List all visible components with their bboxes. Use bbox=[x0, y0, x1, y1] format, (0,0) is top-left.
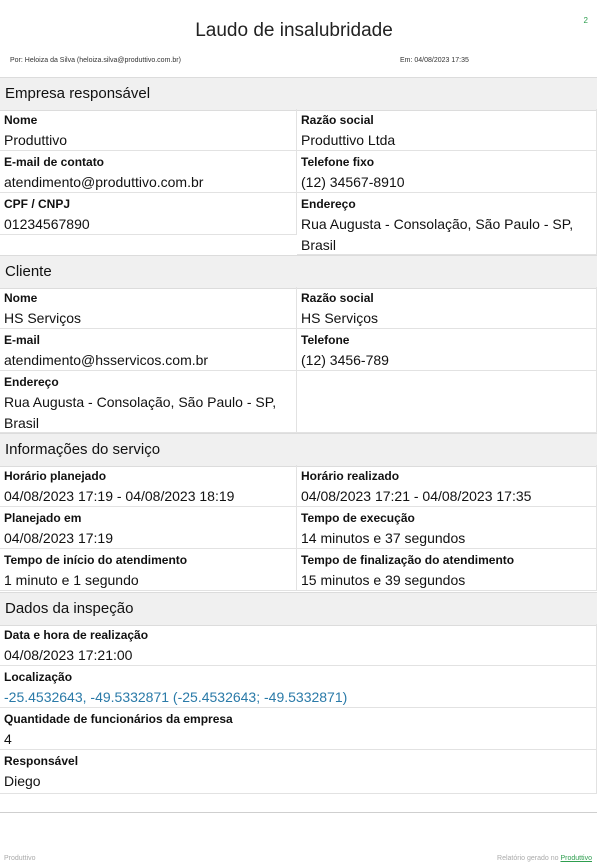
servico-planejado-em-cell bbox=[0, 507, 297, 549]
section-inspecao bbox=[0, 592, 597, 626]
cliente-razao-label: Razão social bbox=[301, 291, 374, 305]
servico-planejado-value: 04/08/2023 17:19 - 04/08/2023 18:19 bbox=[4, 488, 235, 504]
cliente-telefone-label: Telefone bbox=[301, 333, 350, 347]
servico-planejado-cell bbox=[0, 465, 297, 507]
inspecao-data-value: 04/08/2023 17:21:00 bbox=[4, 647, 133, 663]
cliente-email-label: E-mail bbox=[4, 333, 41, 347]
servico-planejado-label: Horário planejado bbox=[4, 469, 107, 483]
cliente-telefone-cell bbox=[297, 329, 597, 371]
servico-finalizacao-label: Tempo de finalização do atendimento bbox=[301, 553, 515, 567]
empresa-endereco-value: Rua Augusta - Consolação, São Paulo - SP, Brasil bbox=[301, 216, 574, 253]
section-cliente bbox=[0, 255, 597, 289]
servico-finalizacao-cell bbox=[297, 549, 597, 591]
servico-realizado-cell bbox=[297, 465, 597, 507]
empresa-email-value: atendimento@produttivo.com.br bbox=[4, 174, 204, 190]
cliente-razao-cell bbox=[297, 287, 597, 329]
cliente-nome-cell bbox=[0, 287, 297, 329]
servico-execucao-label: Tempo de execução bbox=[301, 511, 415, 525]
cliente-razao-value: HS Serviços bbox=[301, 310, 379, 326]
inspecao-resp-label: Responsável bbox=[4, 754, 79, 768]
page-number: 2 bbox=[583, 16, 588, 25]
servico-inicio-cell bbox=[0, 549, 297, 591]
servico-planejado-em-label: Planejado em bbox=[4, 511, 82, 525]
empresa-nome-label: Nome bbox=[4, 113, 38, 127]
servico-planejado-em-value: 04/08/2023 17:19 bbox=[4, 530, 113, 546]
section-empresa-title: Empresa responsável bbox=[5, 85, 151, 102]
cliente-telefone-value: (12) 3456-789 bbox=[301, 352, 389, 368]
report-title: Laudo de insalubridade bbox=[195, 20, 393, 41]
servico-realizado-value: 04/08/2023 17:21 - 04/08/2023 17:35 bbox=[301, 488, 532, 504]
report-author: Por: Heloiza da Silva (heloiza.silva@produttivo.com.br) bbox=[10, 57, 181, 64]
footer-generated bbox=[497, 855, 592, 862]
cliente-nome-value: HS Serviços bbox=[4, 310, 82, 326]
footer-produttivo-link[interactable]: Produttivo bbox=[560, 855, 592, 862]
empresa-cpf-cell bbox=[0, 193, 297, 235]
cliente-endereco-value: Rua Augusta - Consolação, São Paulo - SP, Brasil bbox=[4, 394, 277, 431]
empresa-razao-cell bbox=[297, 109, 597, 151]
inspecao-resp-value: Diego bbox=[4, 773, 41, 789]
inspecao-data-cell bbox=[0, 624, 597, 666]
inspecao-qtd-cell bbox=[0, 708, 597, 750]
cliente-email-value: atendimento@hsservicos.com.br bbox=[4, 352, 209, 368]
empresa-telefone-label: Telefone fixo bbox=[301, 155, 375, 169]
inspecao-qtd-label: Quantidade de funcionários da empresa bbox=[4, 712, 233, 726]
cliente-nome-label: Nome bbox=[4, 291, 38, 305]
empresa-nome-cell bbox=[0, 109, 297, 151]
cliente-endereco-label: Endereço bbox=[4, 375, 59, 389]
servico-execucao-cell bbox=[297, 507, 597, 549]
empresa-nome-value: Produttivo bbox=[4, 132, 68, 148]
servico-inicio-label: Tempo de início do atendimento bbox=[4, 553, 188, 567]
cliente-endereco-cell bbox=[0, 371, 297, 433]
empresa-razao-label: Razão social bbox=[301, 113, 374, 127]
servico-execucao-value: 14 minutos e 37 segundos bbox=[301, 530, 466, 546]
empresa-email-cell bbox=[0, 151, 297, 193]
footer-brand: Produttivo bbox=[4, 855, 36, 862]
inspecao-local-cell bbox=[0, 666, 597, 708]
cliente-email-cell bbox=[0, 329, 297, 371]
inspecao-resp-cell bbox=[0, 750, 597, 794]
section-servico bbox=[0, 433, 597, 467]
empresa-telefone-cell bbox=[297, 151, 597, 193]
servico-realizado-label: Horário realizado bbox=[301, 469, 400, 483]
report-date: Em: 04/08/2023 17:35 bbox=[400, 57, 469, 64]
inspecao-local-label: Localização bbox=[4, 670, 73, 684]
empresa-razao-value: Produttivo Ltda bbox=[301, 132, 396, 148]
empresa-endereco-label: Endereço bbox=[301, 197, 356, 211]
servico-inicio-value: 1 minuto e 1 segundo bbox=[4, 572, 139, 588]
section-inspecao-title: Dados da inspeção bbox=[5, 600, 134, 617]
section-servico-title: Informações do serviço bbox=[5, 441, 161, 458]
empresa-cpf-label: CPF / CNPJ bbox=[4, 197, 71, 211]
inspecao-qtd-value: 4 bbox=[4, 731, 12, 747]
section-cliente-title: Cliente bbox=[5, 263, 52, 280]
section-empresa bbox=[0, 77, 597, 111]
servico-finalizacao-value: 15 minutos e 39 segundos bbox=[301, 572, 466, 588]
bottom-divider bbox=[0, 812, 597, 813]
inspecao-local-link[interactable]: -25.4532643, -49.5332871 (-25.4532643; -49.5332871) bbox=[4, 689, 348, 705]
empresa-cpf-value: 01234567890 bbox=[4, 216, 90, 232]
empresa-email-label: E-mail de contato bbox=[4, 155, 105, 169]
cliente-empty-cell bbox=[297, 371, 597, 433]
empresa-telefone-value: (12) 34567-8910 bbox=[301, 174, 405, 190]
footer-generated-text: Relatório gerado no bbox=[497, 855, 559, 862]
empresa-endereco-cell bbox=[297, 193, 597, 255]
inspecao-data-label: Data e hora de realização bbox=[4, 628, 149, 642]
